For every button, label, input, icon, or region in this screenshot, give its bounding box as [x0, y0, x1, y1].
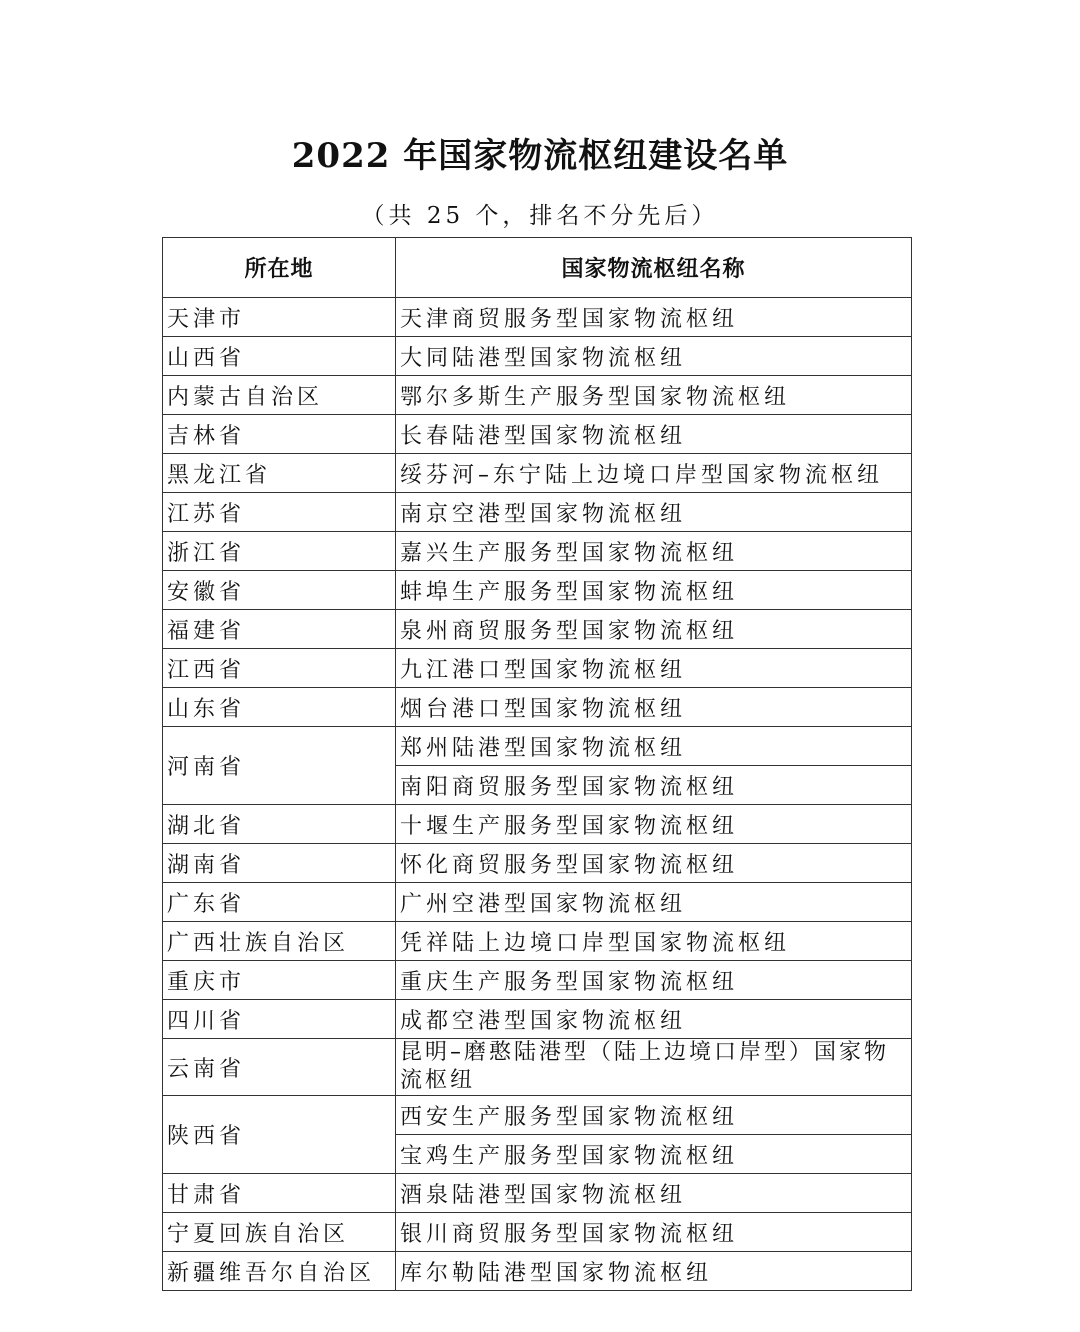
hub-name-cell: 南京空港型国家物流枢纽	[396, 493, 912, 532]
hub-name-cell: 大同陆港型国家物流枢纽	[396, 337, 912, 376]
table-row	[163, 1096, 912, 1135]
hub-name-cell: 嘉兴生产服务型国家物流枢纽	[396, 532, 912, 571]
table-row	[163, 688, 912, 727]
location-cell: 吉林省	[163, 415, 396, 454]
table-row	[163, 1039, 912, 1096]
location-cell: 山西省	[163, 337, 396, 376]
hub-name-cell: 怀化商贸服务型国家物流枢纽	[396, 844, 912, 883]
table-row	[163, 337, 912, 376]
location-cell: 广东省	[163, 883, 396, 922]
table-row	[163, 376, 912, 415]
hub-name-cell: 广州空港型国家物流枢纽	[396, 883, 912, 922]
location-cell: 陕西省	[163, 1096, 396, 1174]
location-cell: 福建省	[163, 610, 396, 649]
table-row	[163, 961, 912, 1000]
location-cell: 湖北省	[163, 805, 396, 844]
hub-name-cell: 郑州陆港型国家物流枢纽	[396, 727, 912, 766]
hub-name-cell: 凭祥陆上边境口岸型国家物流枢纽	[396, 922, 912, 961]
location-cell: 黑龙江省	[163, 454, 396, 493]
document-subtitle: （共 25 个，排名不分先后）	[361, 203, 719, 229]
location-cell: 江西省	[163, 649, 396, 688]
table-row	[163, 727, 912, 766]
hub-name-cell: 绥芬河–东宁陆上边境口岸型国家物流枢纽	[396, 454, 912, 493]
location-cell: 河南省	[163, 727, 396, 805]
header-hub-name: 国家物流枢纽名称	[396, 238, 912, 298]
location-cell: 浙江省	[163, 532, 396, 571]
location-cell: 新疆维吾尔自治区	[163, 1252, 396, 1291]
location-cell: 天津市	[163, 298, 396, 337]
hub-name-cell: 宝鸡生产服务型国家物流枢纽	[396, 1135, 912, 1174]
table-row	[163, 883, 912, 922]
hub-name-cell: 成都空港型国家物流枢纽	[396, 1000, 912, 1039]
table-row	[163, 805, 912, 844]
table-row	[163, 571, 912, 610]
document-title: 2022 年国家物流枢纽建设名单	[291, 136, 789, 176]
table-row	[163, 922, 912, 961]
hub-name-cell: 酒泉陆港型国家物流枢纽	[396, 1174, 912, 1213]
hub-name-cell: 九江港口型国家物流枢纽	[396, 649, 912, 688]
hub-name-cell: 银川商贸服务型国家物流枢纽	[396, 1213, 912, 1252]
hub-name-cell: 库尔勒陆港型国家物流枢纽	[396, 1252, 912, 1291]
hub-name-cell: 长春陆港型国家物流枢纽	[396, 415, 912, 454]
hub-name-cell: 西安生产服务型国家物流枢纽	[396, 1096, 912, 1135]
hub-list-table	[162, 237, 912, 1291]
location-cell: 安徽省	[163, 571, 396, 610]
location-cell: 甘肃省	[163, 1174, 396, 1213]
location-cell: 宁夏回族自治区	[163, 1213, 396, 1252]
location-cell: 江苏省	[163, 493, 396, 532]
table-header-row	[163, 238, 912, 298]
table-row	[163, 1252, 912, 1291]
hub-name-cell: 泉州商贸服务型国家物流枢纽	[396, 610, 912, 649]
header-location: 所在地	[163, 238, 396, 298]
hub-name-cell: 蚌埠生产服务型国家物流枢纽	[396, 571, 912, 610]
location-cell: 四川省	[163, 1000, 396, 1039]
table-body	[163, 298, 912, 1291]
table-row	[163, 532, 912, 571]
table-row	[163, 298, 912, 337]
location-cell: 山东省	[163, 688, 396, 727]
hub-name-cell: 天津商贸服务型国家物流枢纽	[396, 298, 912, 337]
table-row	[163, 844, 912, 883]
table-row	[163, 1213, 912, 1252]
hub-name-cell: 昆明–磨憨陆港型（陆上边境口岸型）国家物流枢纽	[396, 1039, 912, 1096]
table-row	[163, 610, 912, 649]
table-row	[163, 415, 912, 454]
location-cell: 广西壮族自治区	[163, 922, 396, 961]
table-row	[163, 649, 912, 688]
table-row	[163, 1000, 912, 1039]
hub-name-cell: 鄂尔多斯生产服务型国家物流枢纽	[396, 376, 912, 415]
hub-name-cell: 烟台港口型国家物流枢纽	[396, 688, 912, 727]
location-cell: 内蒙古自治区	[163, 376, 396, 415]
location-cell: 重庆市	[163, 961, 396, 1000]
hub-name-cell: 南阳商贸服务型国家物流枢纽	[396, 766, 912, 805]
hub-name-cell: 重庆生产服务型国家物流枢纽	[396, 961, 912, 1000]
location-cell: 云南省	[163, 1039, 396, 1096]
table-row	[163, 1174, 912, 1213]
table-row	[163, 454, 912, 493]
hub-name-cell: 十堰生产服务型国家物流枢纽	[396, 805, 912, 844]
table-row	[163, 493, 912, 532]
location-cell: 湖南省	[163, 844, 396, 883]
